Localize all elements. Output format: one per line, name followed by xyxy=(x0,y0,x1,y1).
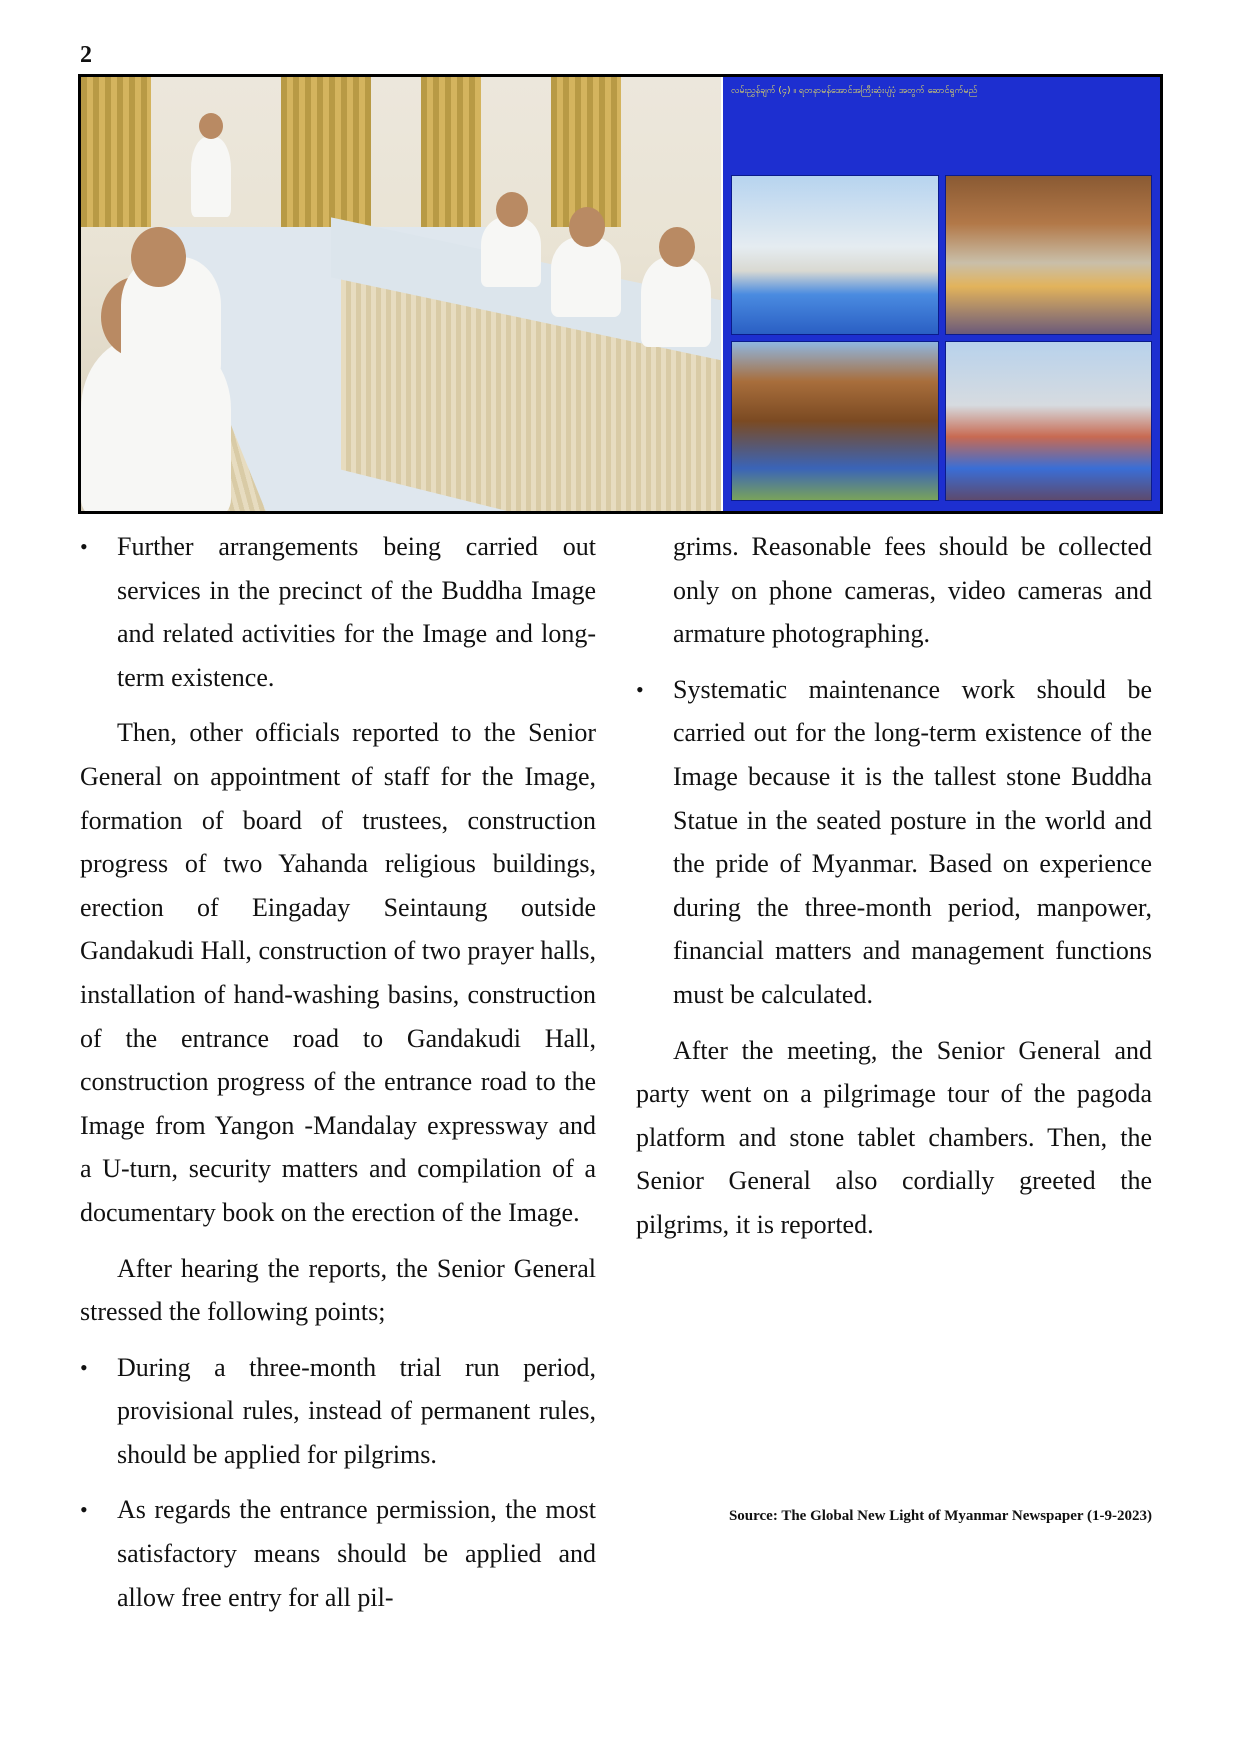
paragraph-officials-reported: Then, other officials reported to the Senior General on appointment of staff for the Image, formation of board of trustees, construction progress of two Yahanda religious buildings, erection of Eingaday Seintaung outside Gandakudi Hall, construction of two prayer halls, installation of hand-washing basins, construction of the entrance road to Gandakudi Hall, construction progress of the entrance road to the Image from Yangon -Mandalay expressway and a U-turn, security matters and compilation of a documentary book on the erection of the Image. xyxy=(80,718,596,1227)
bullet-further-arrangements: • Further arrangements being carried out services in the precinct of the Buddha Image and related activities for the Image and long-term existence. xyxy=(80,525,596,699)
right-column xyxy=(636,525,1152,1247)
source-credit: Source: The Global New Light of Myanmar Newspaper (1-9-2023) xyxy=(728,1508,1152,1524)
meeting-photo xyxy=(78,74,1163,514)
presentation-screen xyxy=(723,77,1160,511)
bullet-entrance-permission: • As regards the entrance permission, the most satisfactory means should be applied and allow free entry for all pil- xyxy=(80,1488,596,1619)
bullet-maintenance: • Systematic maintenance work should be carried out for the long-term existence of the Image because it is the tallest stone Buddha Statue in the seated posture in the world and the pride of Myanmar. Based on experience during the three-month period, manpower, financial matters and management functions must be calculated. xyxy=(636,668,1152,1017)
screen-photo-pilgrims-queue xyxy=(945,175,1153,335)
screen-caption: လမ်းညွှန်ချက် (၄) ။ ရတနာမန်အောင်အကြီးဆုံးပျံပုံ အတွက် ဆောင်ရွက်မည် xyxy=(731,86,978,96)
bullet-trial-run: • During a three-month trial run period, provisional rules, instead of permanent rules, should be applied for pilgrims. xyxy=(80,1346,596,1477)
paragraph-after-meeting: After the meeting, the Senior General and party went on a pilgrimage tour of the pagoda platform and stone tablet chambers. Then, the Senior General also cordially greeted the pilgrims, it is reported. xyxy=(636,1035,1152,1239)
page-number: 2 xyxy=(80,42,92,68)
bullet-entrance-permission-continued: grims. Reasonable fees should be collected only on phone cameras, video cameras and armature photographing. xyxy=(673,532,1152,649)
paragraph-stressed-points: After hearing the reports, the Senior General stressed the following points; xyxy=(80,1253,596,1327)
meeting-room-scene xyxy=(81,77,721,511)
screen-photo-water-station xyxy=(731,175,939,335)
left-column xyxy=(80,525,596,1619)
screen-photo-pavilion xyxy=(731,341,939,501)
screen-photo-pilgrims-platform xyxy=(945,341,1153,501)
